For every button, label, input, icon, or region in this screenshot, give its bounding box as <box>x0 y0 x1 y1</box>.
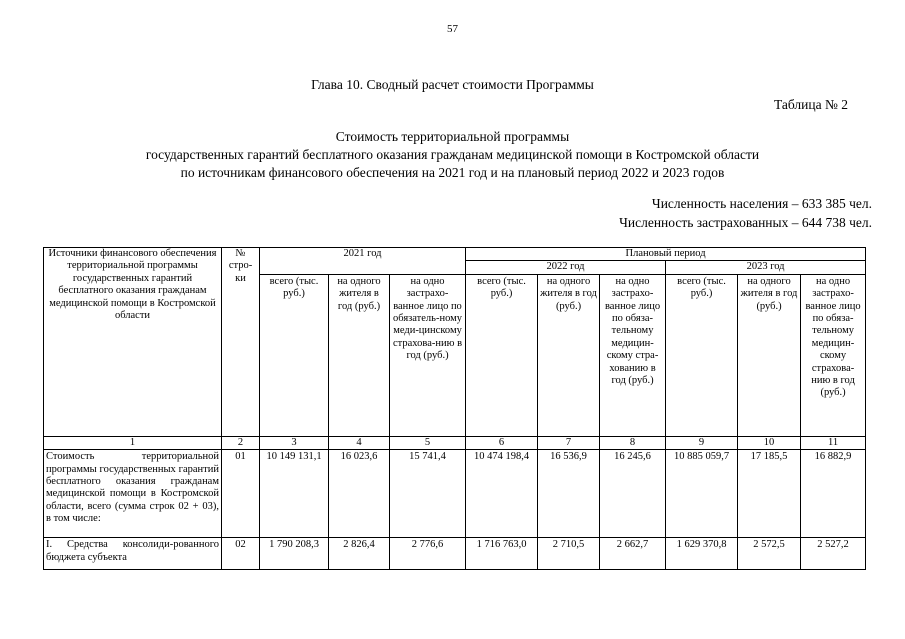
cell-value: 2 826,4 <box>329 538 390 570</box>
header-2021-total: всего (тыс. руб.) <box>260 274 329 436</box>
header-row-1 <box>44 248 866 261</box>
column-number: 8 <box>600 436 666 449</box>
cell-value: 2 710,5 <box>538 538 600 570</box>
column-number: 9 <box>666 436 738 449</box>
column-number: 10 <box>738 436 801 449</box>
header-2023-per-resident: на одного жителя в год (руб.) <box>738 274 801 436</box>
table-row <box>44 538 866 570</box>
chapter-title: Глава 10. Сводный расчет стоимости Программы <box>311 77 594 92</box>
cell-value: 10 474 198,4 <box>466 450 538 538</box>
table-row <box>44 450 866 538</box>
row-source: I. Средства консолиди-рованного бюджета субъекта <box>44 538 222 570</box>
cell-value: 1 716 763,0 <box>466 538 538 570</box>
cell-value: 15 741,4 <box>390 450 466 538</box>
header-year-2023: 2023 год <box>666 261 866 274</box>
header-2021-per-insured: на одно застрахо-ванное лицо по обязатель-ному меди-цинскому страхова-нию в год (руб.) <box>390 274 466 436</box>
subtitle-line-2: государственных гарантий бесплатного оказания гражданам медицинской помощи в Костромской области <box>145 147 760 162</box>
header-source: Источники финансового обеспечения территориальной программы государственных гарантий бесплатного оказания гражданам медицинской помощи в Костромской области <box>44 248 222 437</box>
cell-value: 16 023,6 <box>329 450 390 538</box>
cell-value: 17 185,5 <box>738 450 801 538</box>
column-number: 5 <box>390 436 466 449</box>
header-planned-period: Плановый период <box>466 248 866 261</box>
column-number: 4 <box>329 436 390 449</box>
cell-value: 16 536,9 <box>538 450 600 538</box>
cell-value: 2 572,5 <box>738 538 801 570</box>
cell-value: 16 245,6 <box>600 450 666 538</box>
column-number: 3 <box>260 436 329 449</box>
cell-value: 10 149 131,1 <box>260 450 329 538</box>
header-year-2021: 2021 год <box>260 248 466 275</box>
cell-value: 16 882,9 <box>801 450 866 538</box>
table-label: Таблица № 2 <box>774 97 848 112</box>
header-row-number: № стро-ки <box>222 248 260 437</box>
cell-value: 2 527,2 <box>801 538 866 570</box>
row-source: Стоимость территориальной программы государственных гарантий бесплатного оказания гражданам медицинской помощи в Костромской области, всего (сумма строк 02 + 03), в том числе: <box>44 450 222 538</box>
cell-value: 1 629 370,8 <box>666 538 738 570</box>
row-number: 02 <box>222 538 260 570</box>
header-year-2022: 2022 год <box>466 261 666 274</box>
page-number: 57 <box>447 23 458 35</box>
subtitle-line-3: по источникам финансового обеспечения на 2021 год и на плановый период 2022 и 2023 годов <box>180 165 725 180</box>
header-2023-per-insured: на одно застрахо-ванное лицо по обяза-тельному медицин-скому страхова-нию в год (руб.) <box>801 274 866 436</box>
header-2022-total: всего (тыс. руб.) <box>466 274 538 436</box>
population-count: Численность населения – 633 385 чел. <box>651 196 872 211</box>
cell-value: 1 790 208,3 <box>260 538 329 570</box>
column-number: 7 <box>538 436 600 449</box>
cell-value: 2 662,7 <box>600 538 666 570</box>
column-number: 11 <box>801 436 866 449</box>
header-2022-per-resident: на одного жителя в год (руб.) <box>538 274 600 436</box>
column-number: 2 <box>222 436 260 449</box>
column-number: 6 <box>466 436 538 449</box>
header-2022-per-insured: на одно застрахо-ванное лицо по обяза-тельному медицин-скому стра-хованию в год (руб.) <box>600 274 666 436</box>
insured-count: Численность застрахованных – 644 738 чел. <box>619 215 872 230</box>
column-number-row <box>44 436 866 449</box>
cell-value: 10 885 059,7 <box>666 450 738 538</box>
cost-table <box>43 247 866 570</box>
row-number: 01 <box>222 450 260 538</box>
header-2023-total: всего (тыс. руб.) <box>666 274 738 436</box>
cell-value: 2 776,6 <box>390 538 466 570</box>
header-2021-per-resident: на одного жителя в год (руб.) <box>329 274 390 436</box>
subtitle-line-1: Стоимость территориальной программы <box>335 129 570 144</box>
column-number: 1 <box>44 436 222 449</box>
